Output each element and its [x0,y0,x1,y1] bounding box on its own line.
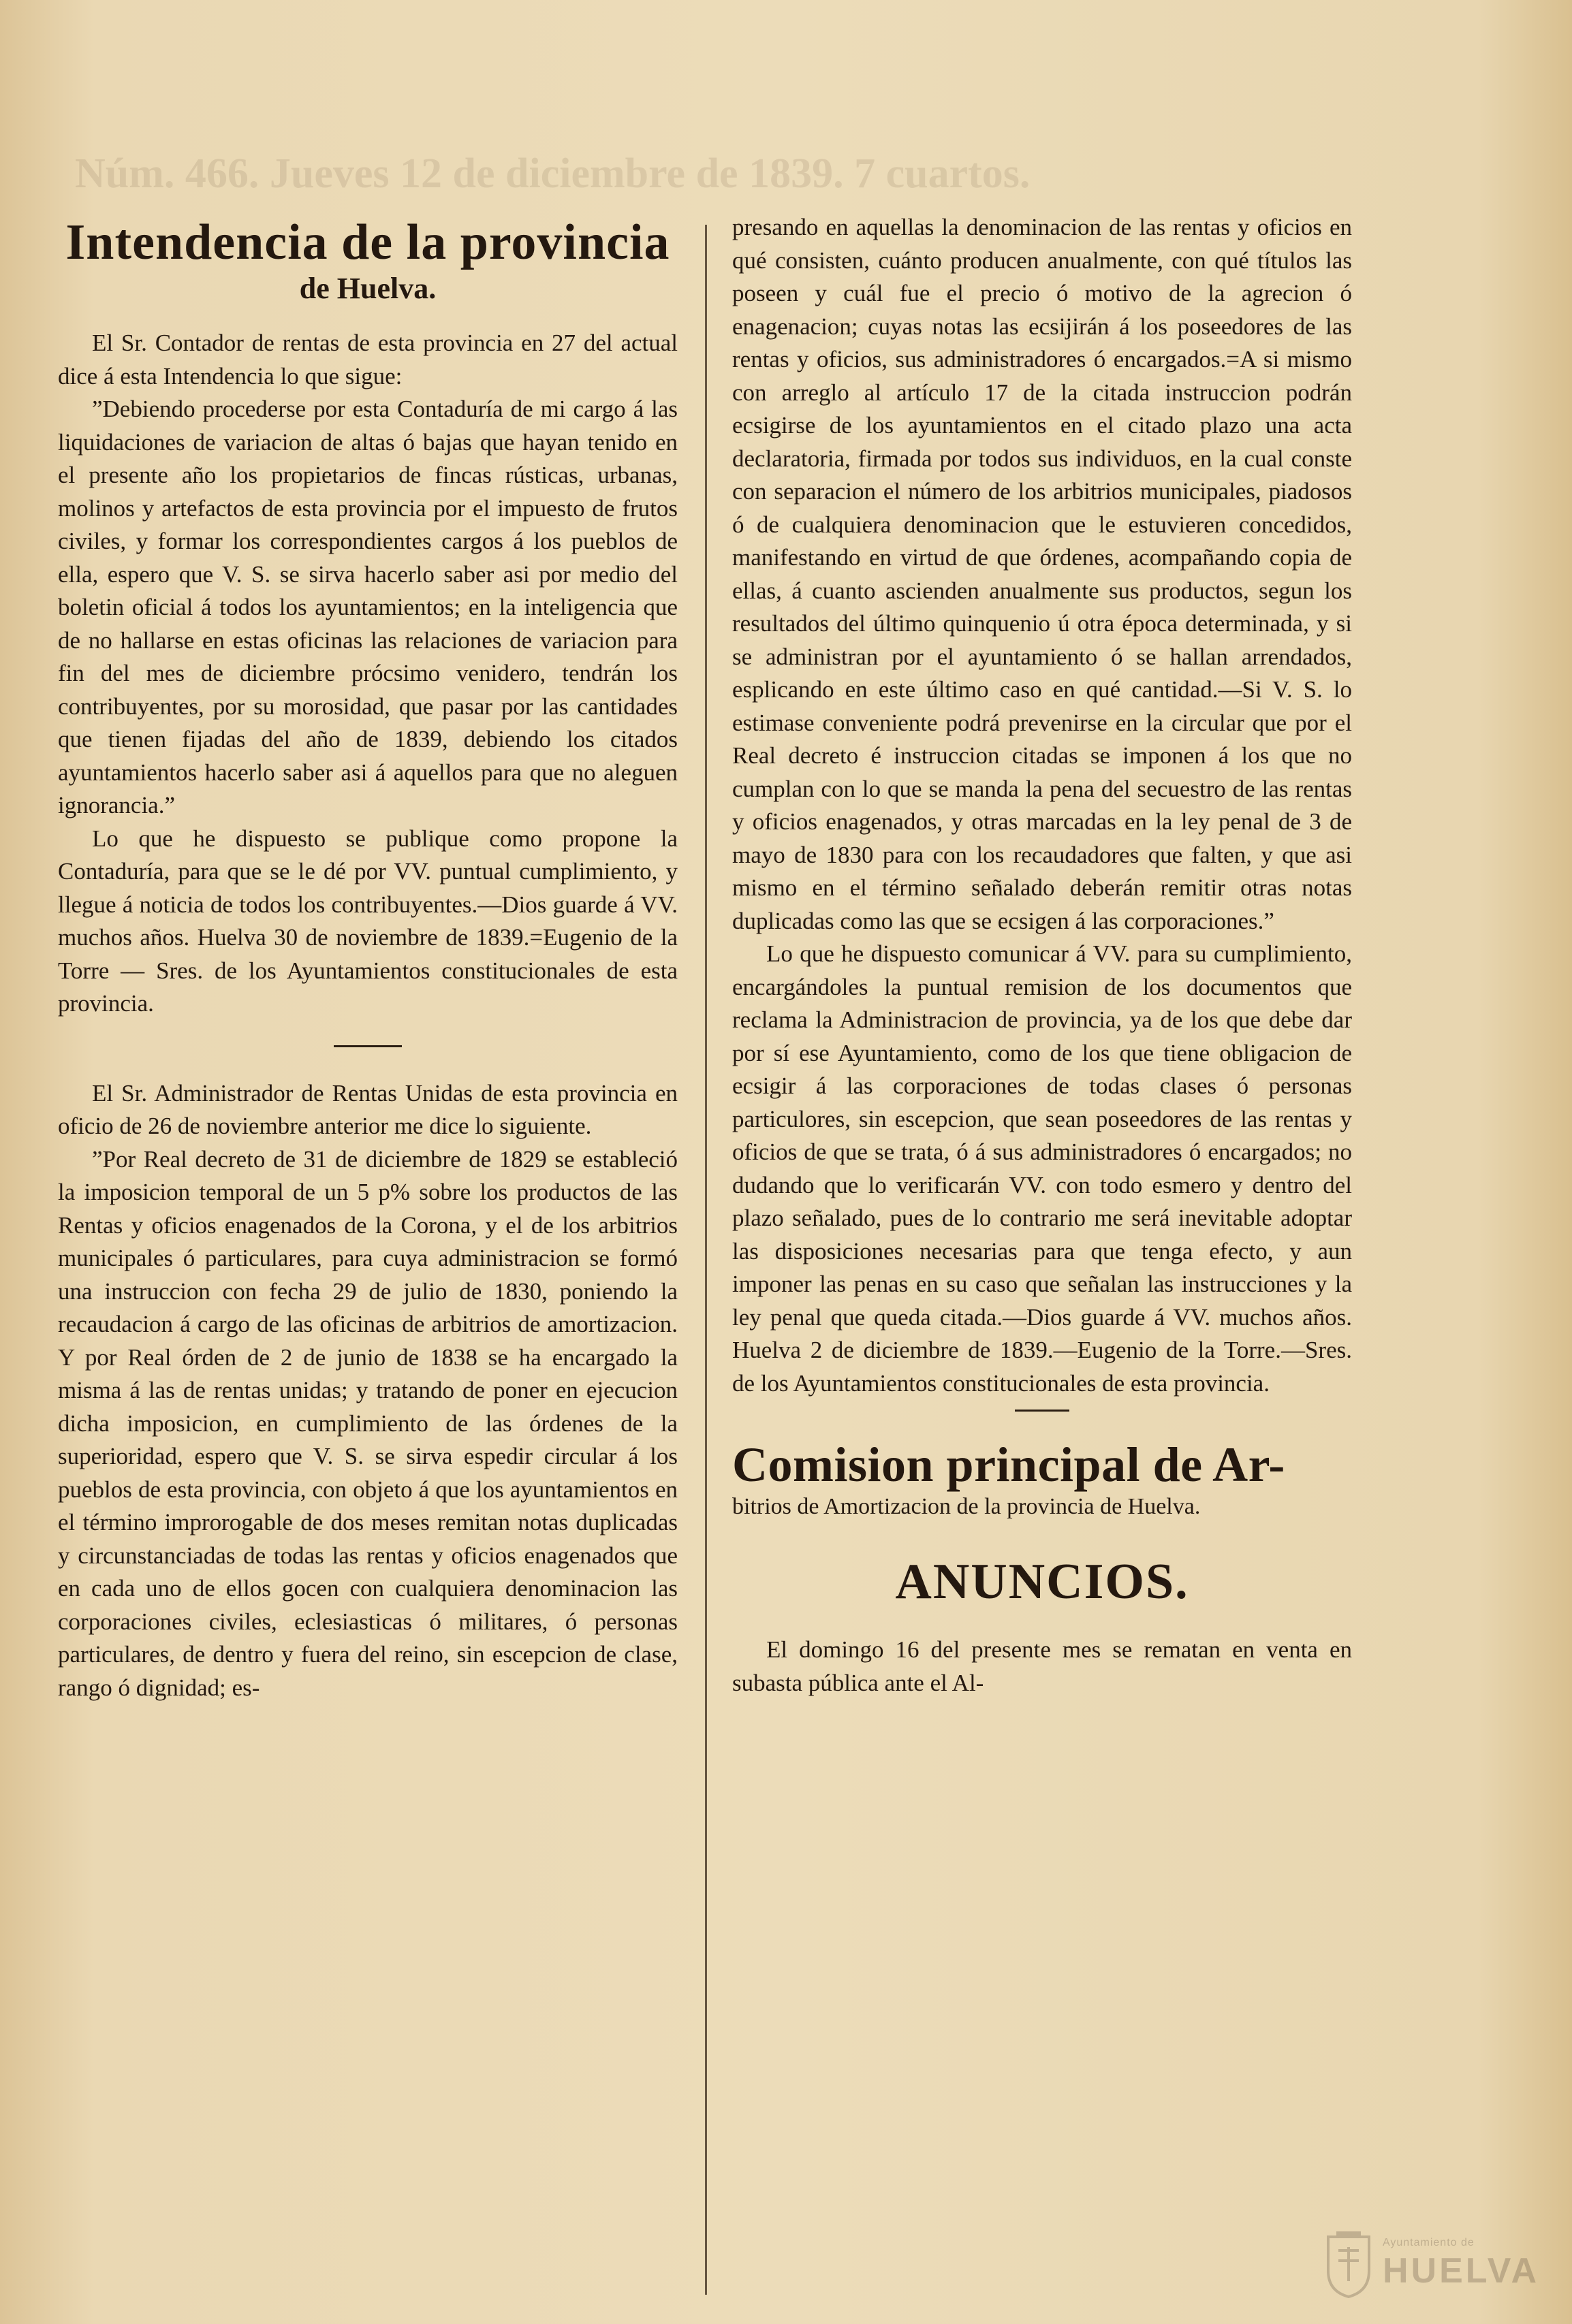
paragraph-real-decreto: ”Por Real decreto de 31 de diciembre de 1829 se estableció la imposicion temporal de un 5 p% sobre los productos de las Rentas y oficios enagenados de la Corona, y el de los arbitrios municipales ó particulares, para cuya administracion se formó una instruccion con fecha 29 de julio de 1830, poniendo la recaudacion á cargo de las oficinas de arbitrios de amortizacion. Y por Real órden de 2 de junio de 1838 se ha encargado la misma á las de rentas unidas; y tratando de poner en ejecucion dicha imposicion, en cumplimiento de las órdenes de la superioridad, espero que V. S. se sirva espedir circular á los pueblos de esta provincia, con objeto á que los ayuntamientos en el término improrogable de dos meses remitan notas duplicadas y circunstanciadas de todas las rentas y oficios enagenados que en cada uno de ellos gocen con cualquiera denominacion las corporaciones civiles, eclesiasticas ó militares, ó personas particulares, de dentro y fuera del reino, sin escepcion de clase, rango ó dignidad; es- [58,1145,678,1701]
paragraph-dispuesto-publique: Lo que he dispuesto se publique como propone la Contaduría, para que se le dé por VV. puntual cumplimiento, y llegue á noticia de todos los contribuyentes.—Dios guarde á VV. muchos años. Huelva 30 de noviembre de 1839.=Eugenio de la Torre — Sres. de los Ayuntamientos constitucionales de esta provincia. [58,825,678,1017]
paragraph-domingo-subasta: El domingo 16 del presente mes se rematan en venta en subasta pública ante el Al- [732,1636,1352,1696]
section-title-intendencia: Intendencia de la provincia [65,214,670,270]
watermark-label: Ayuntamiento de [1383,2237,1475,2248]
archive-watermark [1321,2223,1560,2305]
right-column [732,211,1352,1700]
left-column [58,211,678,1704]
section-subtitle-arbitrios: bitrios de Amortizacion de la provincia de Huelva. [732,1494,1201,1519]
section-separator [334,1045,402,1047]
paragraph-contaduria-quote: ”Debiendo procederse por esta Contaduría de mi cargo á las liquidaciones de variacion de altas ó bajas que hayan tenido en el presente año los propietarios de fincas rústicas, urbanas, molinos y artefactos de esta provincia por el impuesto de frutos civiles, y formar los correspondientes cargos á los pueblos de ella, espero que V. S. se sirva hacerlo saber asi por medio del boletin oficial á todos los ayuntamientos; en la inteligencia que de no hallarse en estas oficinas las relaciones de variacion para fin del mes de diciembre prócsimo venidero, tendrán los contribuyentes, por su morosidad, que pasar por las cantidades que tienen fijadas del año de 1839, debiendo los citados ayuntamientos hacerlo saber asi á aquellos para que no aleguen ignorancia.” [58,396,678,818]
paragraph-presando-continuation: presando en aquellas la denominacion de las rentas y oficios en qué consisten, cuánto producen anualmente, con qué títulos las poseen y cuál fue el precio ó motivo de la agrecion ó enagenacion; cuyas notas las ecsijirán á los poseedores de las rentas y oficios, sus administradores ó encargados.=A si mismo con arreglo al artículo 17 de la citada instruccion podrán ecsigirse de los ayuntamientos en el citado plazo una acta declaratoria, firmada por todos sus individuos, en la cual conste con separacion el número de los arbitrios municipales, piadosos ó de cualquiera denominacion que le estuvieren concedidos, manifestando en virtud de que órdenes, acompañando copia de ellas, á cuanto ascienden anualmente sus productos, segun los resultados del último quinquenio ú otra época determinada, y si se administran por el ayuntamiento ó se hallan arrendados, esplicando en este último caso en qué cantidad.—Si V. S. lo estimase conveniente podrá prevenirse en la circular que por el Real decreto é instruccion citadas se imponen á los que no cumplan con lo que se manda la pena del secuestro de las rentas y oficios enagenados, y otras marcadas en la ley penal de 3 de mayo de 1830 para con los recaudadores que falten, y que asi mismo en el término señalado deberán remitir otras notas duplicadas como las que se ecsigen á las corporaciones.” [732,214,1352,934]
crest-icon [1321,2230,1376,2298]
paragraph-administrador-intro: El Sr. Administrador de Rentas Unidas de esta provincia en oficio de 26 de noviembre anterior me dice lo siguiente. [58,1079,678,1139]
header-bleed-through: Núm. 466. Jueves 12 de diciembre de 1839. 7 cuartos. [75,150,1031,197]
column-divider [705,225,707,2295]
section-title-comision: Comision principal de Ar- [732,1437,1285,1492]
section-separator [1015,1410,1069,1412]
anuncios-heading: ANUNCIOS. [895,1554,1189,1610]
paragraph-dispuesto-comunicar: Lo que he dispuesto comunicar á VV. para su cumplimiento, encargándoles la puntual remision de los documentos que reclama la Administracion de provincia, ya de los que debe dar por sí ese Ayuntamiento, como de los que tiene obligacion de ecsigir á las corporaciones de todas clases ó personas particulores, sin escepcion, que sean poseedores de las rentas y oficios de que se trata, ó á sus administradores ó encargados; no dudando que lo verificarán VV. con todo esmero y dentro del plazo señalado, pues de lo contrario me será inevitable adoptar las disposiciones necesarias para que tenga efecto, y aun imponer las penas en su caso que señalan las instrucciones y la ley penal que queda citada.—Dios guarde á VV. muchos años. Huelva 2 de diciembre de 1839.—Eugenio de la Torre.—Sres. de los Ayuntamientos constitucionales de esta provincia. [732,940,1352,1397]
section-subtitle-huelva: de Huelva. [299,272,437,305]
watermark-city: HUELVA [1383,2251,1540,2291]
paragraph-contador-intro: El Sr. Contador de rentas de esta provincia en 27 del actual dice á esta Intendencia lo que sigue: [58,330,678,389]
